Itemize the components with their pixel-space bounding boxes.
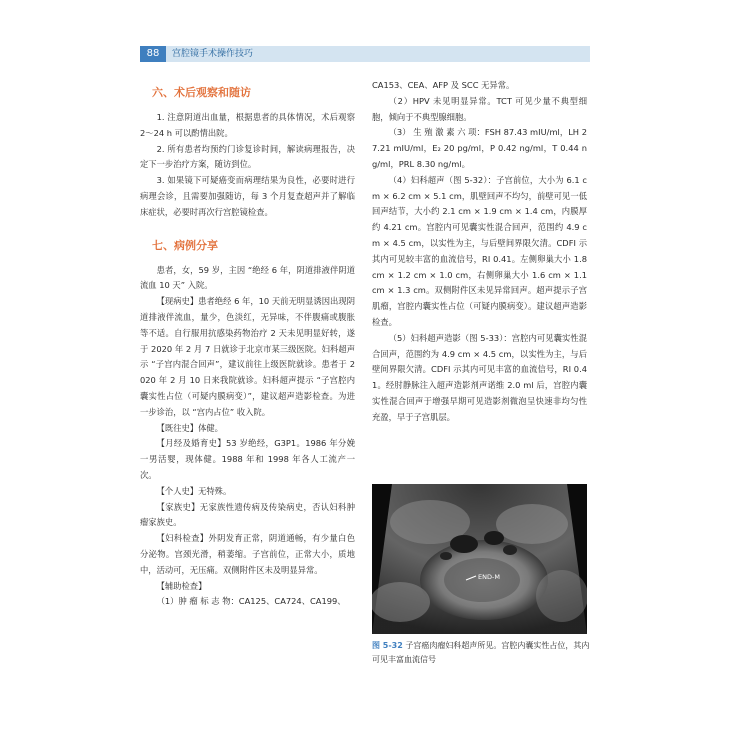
image-annotation-label: END-M (478, 573, 500, 581)
tumor-markers-continued: CA153、CEA、AFP 及 SCC 无异常。 (372, 80, 515, 90)
past-history: 【既往史】体健。 (156, 422, 223, 433)
running-header-title: 宫腔镜手术操作技巧 (172, 49, 254, 59)
page-number: 88 (140, 46, 166, 62)
section-6-paragraph-1: 1. 注意阴道出血量，根据患者的具体情况，术后观察 2～24 h 可以酌情出院。 (140, 112, 355, 138)
figure-number: 图 5-32 (372, 641, 403, 650)
hpv-result: （2）HPV 未见明显异常。TCT 可见少量不典型细胞，倾向于不典型腺细胞。 (372, 95, 587, 122)
hormone-panel: （3） 生 殖 激 素 六 项：FSH 87.43 mIU/ml，LH 27.21 mIU/ml，E₂ 20 pg/ml，P 0.42 ng/ml，T 0.44 ng/ml，PRL 8.30 ng/ml。 (372, 127, 587, 169)
left-column (140, 78, 355, 610)
gyn-exam: 【妇科检查】外阴发育正常，阴道通畅，有少量白色分泌物。宫颈光滑，稍萎缩。子宫前位，正常大小，质地中，活动可，无压痛。双侧附件区未及明显异常。 (140, 533, 355, 575)
section-6-heading: 六、术后观察和随访 (152, 86, 251, 99)
section-6-paragraph-3: 3. 如果镜下可疑癌变而病理结果为良性，必要时进行病理会诊，且需要加强随访，每 3 个月复查超声并了解临床症状，必要时再次行宫腔镜检查。 (140, 175, 355, 217)
ultrasound-image (372, 484, 587, 634)
right-column (372, 78, 587, 426)
gyn-ultrasound: （4）妇科超声（图 5-32）：子宫前位，大小为 6.1 cm × 6.2 cm × 5.1 cm，肌壁回声不均匀，前壁可见一低回声结节，大小约 2.1 cm × 1.9 cm × 1.4 cm，内膜厚约 4.21 cm。宫腔内可见囊实性混合回声，范围约 4.9 cm × 4.5 cm，以实性为主，与后壁间界限欠清。CDFI 示其内可见较丰富的血流信号，RI 0.41。左侧卵巢大小 1.8 cm × 1.2 cm × 1.0 cm，右侧卵巢大小 1.6 cm × 1.1 cm × 1.3 cm。双侧附件区未见异常回声。超声提示子宫肌瘤，宫腔内囊实性占位（可疑内膜病变）。建议超声造影检查。 (372, 174, 587, 327)
contrast-ultrasound: （5）妇科超声造影（图 5-33）：宫腔内可见囊实性混合回声，范围约为 4.9 cm × 4.5 cm，以实性为主，与后壁间界限欠清。CDFI 示其内可见丰富的血流信号，RI 0.41。经肘静脉注入超声造影剂声诺维 2.0 ml 后，宫腔内囊实性混合回声于增强早期可见造影剂微泡呈快速非均匀性充盈，早于子宫肌层。 (372, 332, 587, 422)
present-history: 【现病史】患者绝经 6 年，10 天前无明显诱因出现阴道排液伴流血，量少，色淡红，无异味，不伴腹痛或腹胀等不适。自行服用抗感染药物治疗 2 天未见明显好转，遂于 2020 年 2 月 7 日就诊于北京市某三级医院。妇科超声示 “子宫内混合回声”，建议前往上级医院就诊。患者于 2020 年 2 月 10 日来我院就诊。妇科超声提示 “子宫腔内囊实性占位（可疑内膜病变）”，建议超声造影检查。为进一步诊治，以 “宫内占位” 收入院。 (140, 296, 355, 417)
section-7-heading: 七、病例分享 (152, 238, 218, 252)
figure-caption (372, 639, 590, 667)
section-6-paragraph-2: 2. 所有患者均预约门诊复诊时间，解读病理报告，决定下一步治疗方案，随访到位。 (140, 143, 355, 170)
aux-exam-heading: 【辅助检查】 (156, 580, 207, 591)
family-history: 【家族史】无家族性遗传病及传染病史，否认妇科肿瘤家族史。 (140, 501, 355, 528)
case-intro: 患者，女，59 岁，主因 “绝经 6 年，阴道排液伴阴道流血 10 天” 入院。 (140, 264, 355, 291)
personal-history: 【个人史】无特殊。 (156, 485, 232, 496)
tumor-markers: （1）肿 瘤 标 志 物：CA125、CA724、CA199、 (156, 596, 346, 607)
menstrual-history: 【月经及婚育史】53 岁绝经，G3P1。1986 年分娩一男活婴，现体健。1988 年和 1998 年各人工流产一次。 (140, 438, 355, 480)
figure-caption-text: 子宫癌肉瘤妇科超声所见。宫腔内囊实性占位，其内可见丰富血流信号 (372, 641, 590, 664)
